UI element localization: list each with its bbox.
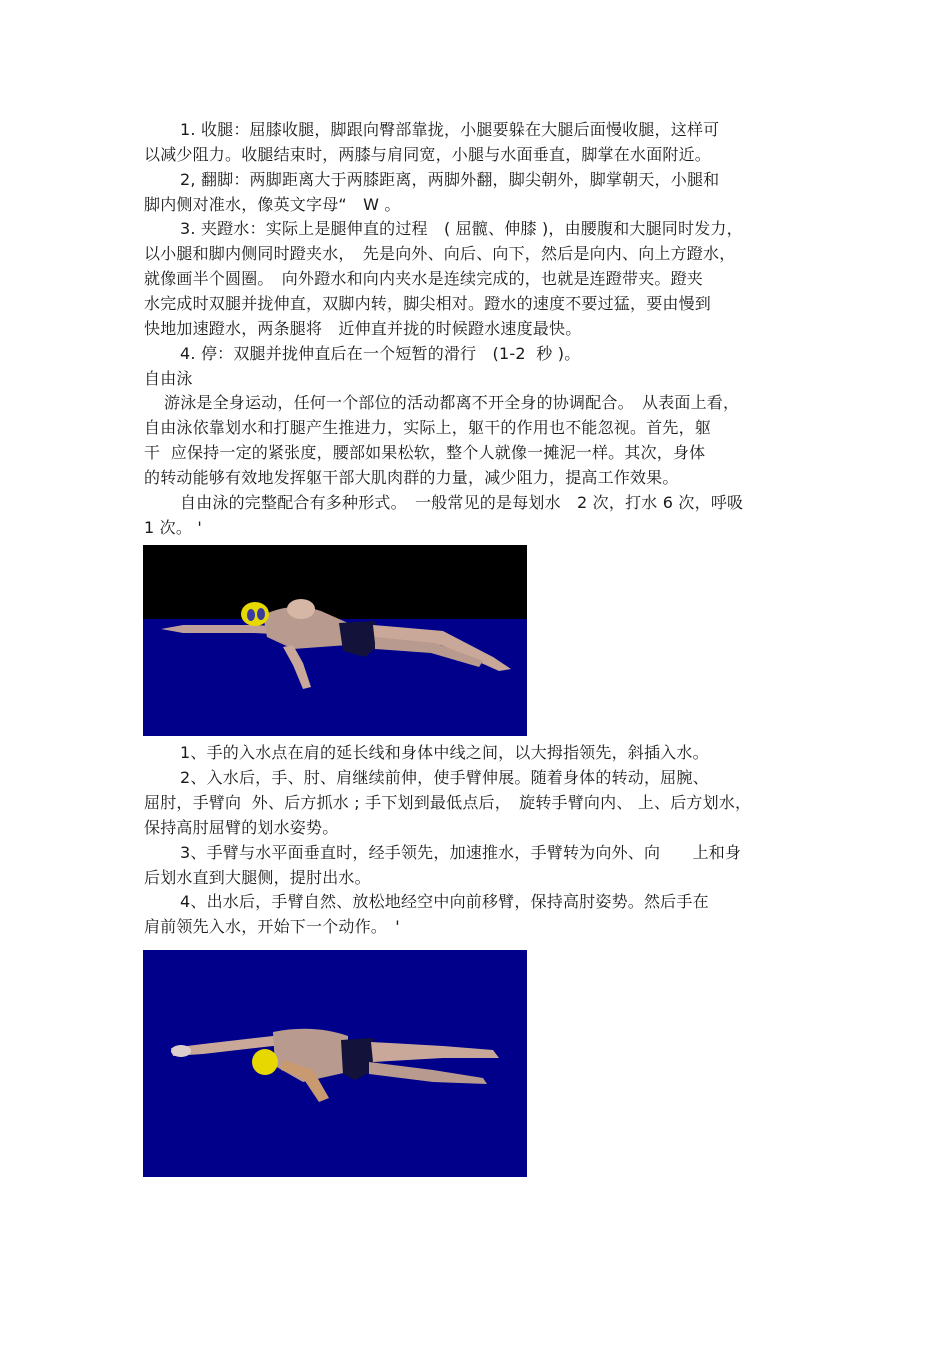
arm-step-2-cont: 保持高肘屈臂的划水姿势。 bbox=[144, 818, 339, 837]
intro-line: 的转动能够有效地发挥躯干部大肌肉群的力量，减少阻力，提高工作效果。 bbox=[144, 468, 679, 487]
swimmer-surface-figure bbox=[143, 545, 527, 736]
arm-step-2: 2、入水后，手、肘、肩继续前伸，使手臂伸展。随着身体的转动，屈腕、 bbox=[180, 768, 709, 787]
arm-step-2-cont: 屈肘，手臂向 外、后方抓水 ; 手下划到最低点后， 旋转手臂向内、 上、后方划水， bbox=[144, 793, 752, 812]
arm-step-3-cont: 后划水直到大腿侧，提肘出水。 bbox=[144, 868, 371, 887]
arm-step-4-cont: 肩前领先入水，开始下一个动作。 ' bbox=[144, 917, 400, 936]
intro-line: 干 应保持一定的紧张度，腰部如果松软，整个人就像一摊泥一样。其次，身体 bbox=[144, 443, 706, 462]
kick-step-4: 4. 停：双腿并拢伸直后在一个短暂的滑行 (1-2 秒 )。 bbox=[180, 344, 581, 363]
intro-line: 自由泳依靠划水和打腿产生推进力，实际上，躯干的作用也不能忽视。首先，躯 bbox=[144, 418, 712, 437]
kick-step-2-cont: 脚内侧对准水，像英文字母“ W 。 bbox=[144, 195, 401, 214]
kick-step-3-cont: 以小腿和脚内侧同时蹬夹水， 先是向外、向后、向下，然后是向内、向上方蹬水， bbox=[144, 244, 736, 263]
swimmer-underwater-figure bbox=[143, 950, 527, 1177]
arm-step-1: 1、手的入水点在肩的延长线和身体中线之间，以大拇指领先，斜插入水。 bbox=[180, 743, 709, 762]
combo-line: 1 次。 ' bbox=[144, 518, 202, 537]
kick-step-3-cont: 水完成时双腿并拢伸直，双脚内转，脚尖相对。蹬水的速度不要过猛，要由慢到 bbox=[144, 294, 712, 313]
kick-step-3: 3. 夹蹬水：实际上是腿伸直的过程 ( 屈髋、伸膝 )，由腰腹和大腿同时发力， bbox=[180, 219, 743, 238]
arm-step-4: 4、出水后，手臂自然、放松地经空中向前移臂，保持高肘姿势。然后手在 bbox=[180, 892, 709, 911]
kick-step-2: 2, 翻脚：两脚距离大于两膝距离，两脚外翻，脚尖朝外，脚掌朝天，小腿和 bbox=[180, 170, 720, 189]
kick-step-1: 1. 收腿：屈膝收腿，脚跟向臀部靠拢，小腿要躲在大腿后面慢收腿，这样可 bbox=[180, 120, 720, 139]
combo-line: 自由泳的完整配合有多种形式。 一般常见的是每划水 2 次，打水 6 次，呼吸 bbox=[180, 493, 744, 512]
kick-step-3-cont: 快地加速蹬水，两条腿将 近伸直并拢的时候蹬水速度最快。 bbox=[144, 319, 582, 338]
intro-line: 游泳是全身运动，任何一个部位的活动都离不开全身的协调配合。 从表面上看， bbox=[164, 393, 740, 412]
arm-step-3: 3、手臂与水平面垂直时，经手领先，加速推水，手臂转为向外、向 上和身 bbox=[180, 843, 742, 862]
kick-step-1-cont: 以减少阻力。收腿结束时，两膝与肩同宽，小腿与水面垂直，脚掌在水面附近。 bbox=[144, 145, 712, 164]
kick-step-3-cont: 就像画半个圆圈。 向外蹬水和向内夹水是连续完成的，也就是连蹬带夹。蹬夹 bbox=[144, 269, 704, 288]
section-heading: 自由泳 bbox=[144, 369, 193, 388]
